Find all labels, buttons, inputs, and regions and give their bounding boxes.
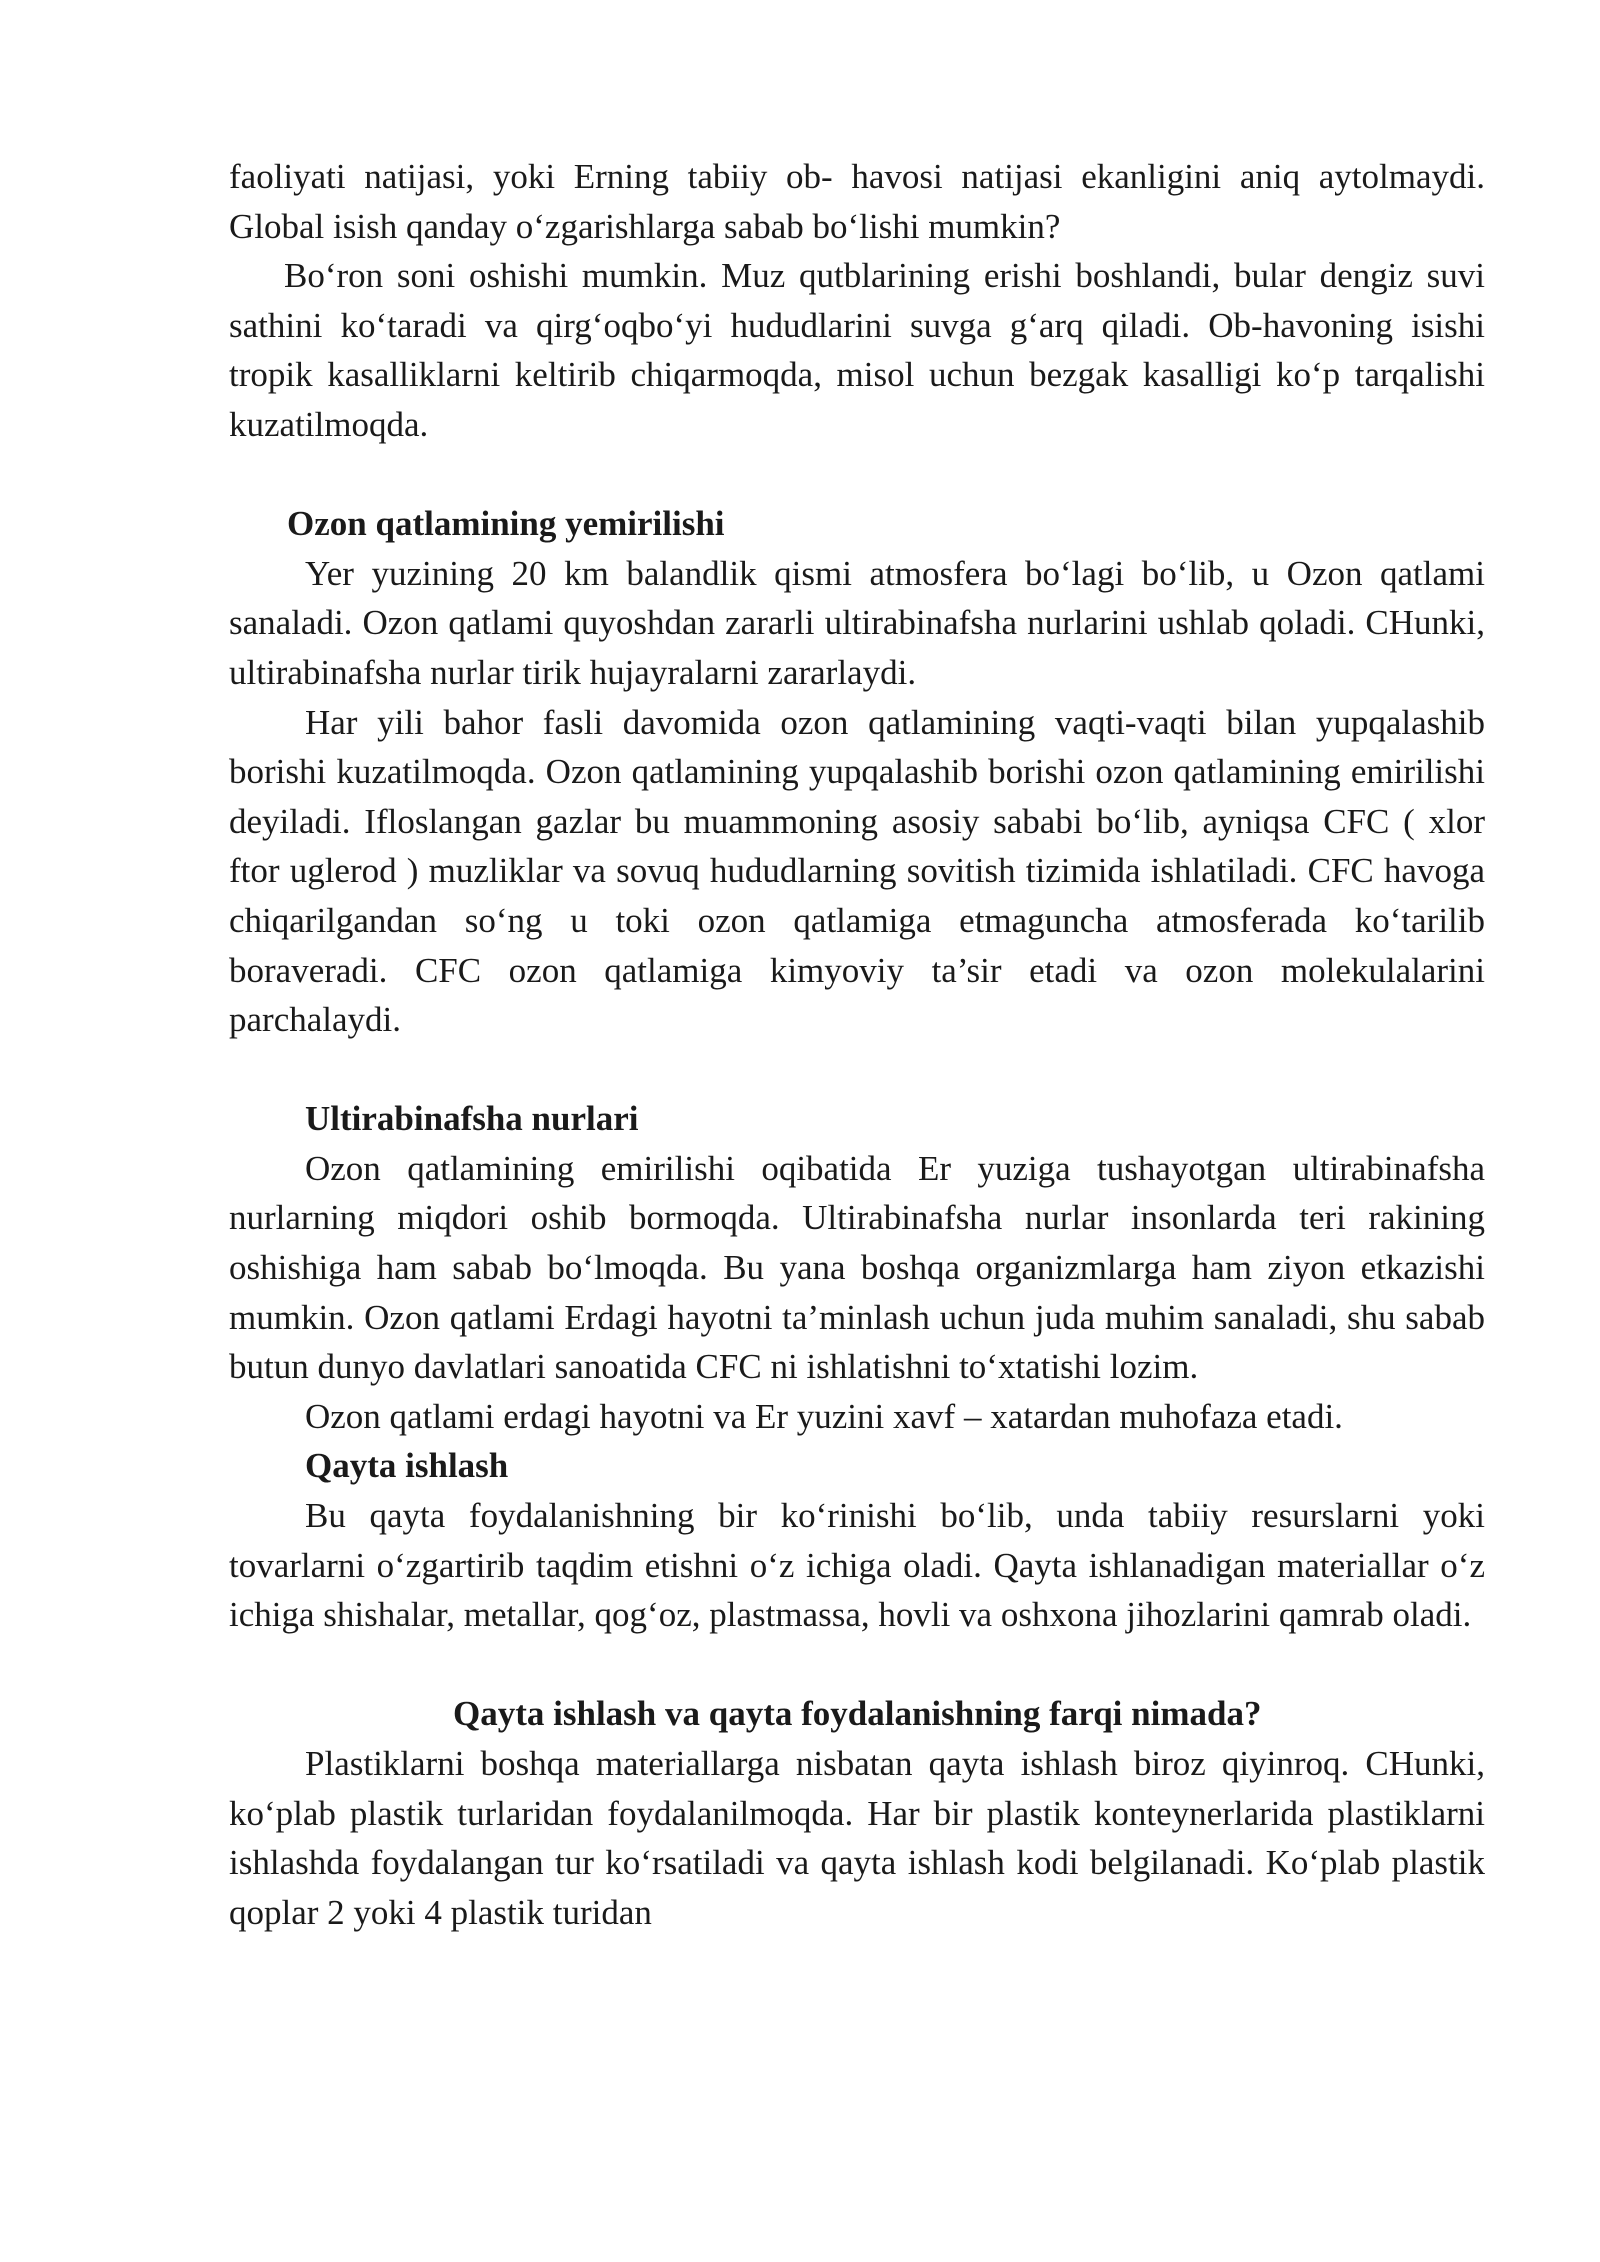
heading-ultraviolet: Ultirabinafsha nurlari — [305, 1099, 639, 1139]
paragraph-recycling: Bu qayta foydalanishning bir ko‘rinishi bo‘lib, unda tabiiy resurslarni yoki tovarlarni o‘zgartirib taqdim etishni o‘z ichiga oladi. Qayta ishlanadigan materiallar o‘z ichiga shishalar, metallar, qog‘oz, plastmassa, hovli va oshxona jihozlarini qamrab oladi. — [229, 1496, 1485, 1635]
spacer — [229, 1045, 1485, 1095]
paragraph-ultraviolet: Ozon qatlamining emirilishi oqibatida Er yuziga tushayotgan ultirabinafsha nurlarning miqdori oshib bormoqda. Ultirabinafsha nurlar insonlarda teri rakining oshishiga ham sabab bo‘lmoqda. Bu yana boshqa organizmlarga ham ziyon etkazishi mumkin. Ozon qatlami Erdagi hayotni ta’minlash uchun juda muhim sanaladi, shu sabab butun dunyo davlatlari sanoatida CFC ni ishlatishni to‘xtatishi lozim. — [229, 1148, 1485, 1387]
paragraph-storms: Bo‘ron soni oshishi mumkin. Muz qutblarining erishi boshlandi, bular dengiz suvi sathini ko‘taradi va qirg‘oqbo‘yi hududlarini suvga g‘arq qiladi. Ob-havoning isishi tropik kasalliklarni keltirib chiqarmoqda, misol uchun bezgak kasalligi ko‘p tarqalishi kuzatilmoqda. — [229, 256, 1485, 444]
spacer — [229, 1640, 1485, 1690]
paragraph-plastics: Plastiklarni boshqa materiallarga nisbatan qayta ishlash biroz qiyinroq. CHunki, ko‘plab plastik turlaridan foydalanilmoqda. Har bir plastik konteynerlarida plastiklarni ishlashda foydalangan tur ko‘rsatiladi va qayta ishlash kodi belgilanadi. Ko‘plab plastik qoplar 2 yoki 4 plastik turidan — [229, 1744, 1485, 1932]
paragraph-ozone-layer: Yer yuzining 20 km balandlik qismi atmosfera bo‘lagi bo‘lib, u Ozon qatlami sanaladi. Ozon qatlami quyoshdan zararli ultirabinafsha nurlarini ushlab qoladi. CHunki, ultirabinafsha nurlar tirik hujayralarni zararlaydi. — [229, 553, 1485, 692]
heading-recycling-difference: Qayta ishlash va qayta foydalanishning farqi nimada? — [453, 1694, 1262, 1734]
paragraph-global-warming-cont: faoliyati natijasi, yoki Erning tabiiy ob- havosi natijasi ekanligini aniq aytolmaydi. Global isish qanday o‘zgarishlarga sabab bo‘lishi mumkin? — [229, 157, 1485, 246]
paragraph-ozone-protects: Ozon qatlami erdagi hayotni va Er yuzini xavf – xatardan muhofaza etadi. — [305, 1396, 1343, 1436]
heading-recycling: Qayta ishlash — [305, 1446, 509, 1486]
document-body — [229, 152, 1485, 1937]
heading-ozone-depletion: Ozon qatlamining yemirilishi — [287, 504, 725, 544]
paragraph-ozone-thinning: Har yili bahor fasli davomida ozon qatlamining vaqti-vaqti bilan yupqalashib borishi kuzatilmoqda. Ozon qatlamining yupqalashib borishi ozon qatlamining emirilishi deyiladi. Ifloslangan gazlar bu muammoning asosiy sababi bo‘lib, ayniqsa CFC ( xlor ftor uglerod ) muzliklar va sovuq hududlarning sovitish tizimida ishlatiladi. CFC havoga chiqarilgandan so‘ng u toki ozon qatlamiga etmaguncha atmosferada ko‘tarilib boraveradi. CFC ozon qatlamiga kimyoviy ta’sir etadi va ozon molekulalarini parchalaydi. — [229, 702, 1485, 1040]
spacer — [229, 450, 1485, 500]
